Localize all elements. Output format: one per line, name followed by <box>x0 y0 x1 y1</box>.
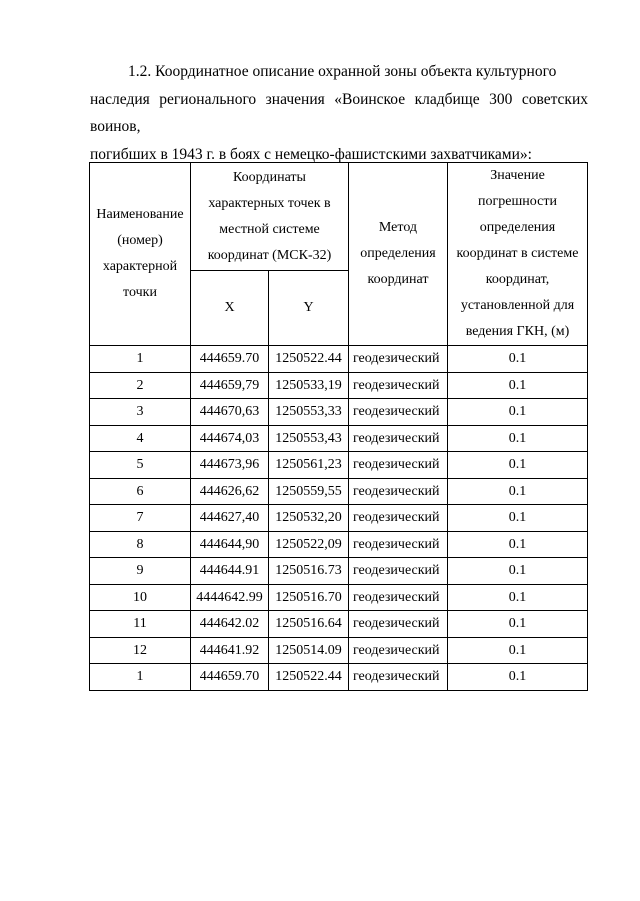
y-coordinate-cell: 1250514.09 <box>269 637 349 664</box>
coordinates-table <box>89 162 588 691</box>
accuracy-cell: 0.1 <box>448 372 588 399</box>
table-row <box>90 478 588 505</box>
accuracy-cell: 0.1 <box>448 558 588 585</box>
y-coordinate-cell: 1250553,33 <box>269 399 349 426</box>
point-number-cell: 1 <box>90 664 191 691</box>
header-y: Y <box>269 271 349 346</box>
y-coordinate-cell: 1250516.73 <box>269 558 349 585</box>
table-row <box>90 505 588 532</box>
point-number-cell: 7 <box>90 505 191 532</box>
x-coordinate-cell: 444659,79 <box>191 372 269 399</box>
point-number-cell: 2 <box>90 372 191 399</box>
method-cell: геодезический <box>349 372 448 399</box>
point-number-cell: 1 <box>90 346 191 373</box>
x-coordinate-cell: 444644.91 <box>191 558 269 585</box>
accuracy-cell: 0.1 <box>448 611 588 638</box>
method-cell: геодезический <box>349 452 448 479</box>
y-coordinate-cell: 1250522.44 <box>269 664 349 691</box>
accuracy-cell: 0.1 <box>448 637 588 664</box>
point-number-cell: 10 <box>90 584 191 611</box>
accuracy-cell: 0.1 <box>448 478 588 505</box>
accuracy-cell: 0.1 <box>448 452 588 479</box>
x-coordinate-cell: 444673,96 <box>191 452 269 479</box>
accuracy-cell: 0.1 <box>448 505 588 532</box>
x-coordinate-cell: 444659.70 <box>191 664 269 691</box>
table-row <box>90 611 588 638</box>
header-method: Метод определения координат <box>349 163 448 346</box>
accuracy-cell: 0.1 <box>448 425 588 452</box>
paragraph-line-3: погибших в 1943 г. в боях с немецко-фашистскими захватчиками»: <box>90 145 532 163</box>
paragraph-line-1: 1.2. Координатное описание охранной зоны объекта культурного <box>128 63 557 80</box>
method-cell: геодезический <box>349 531 448 558</box>
table-row <box>90 425 588 452</box>
accuracy-cell: 0.1 <box>448 346 588 373</box>
x-coordinate-cell: 444642.02 <box>191 611 269 638</box>
y-coordinate-cell: 1250561,23 <box>269 452 349 479</box>
paragraph-line-2: наследия регионального значения «Воинское кладбище 300 советских воинов, <box>90 90 588 135</box>
table-row <box>90 558 588 585</box>
y-coordinate-cell: 1250532,20 <box>269 505 349 532</box>
table-row <box>90 531 588 558</box>
y-coordinate-cell: 1250559,55 <box>269 478 349 505</box>
header-coordinates: Координаты характерных точек в местной системе координат (МСК-32) <box>191 163 349 271</box>
method-cell: геодезический <box>349 346 448 373</box>
method-cell: геодезический <box>349 664 448 691</box>
x-coordinate-cell: 444627,40 <box>191 505 269 532</box>
point-number-cell: 4 <box>90 425 191 452</box>
x-coordinate-cell: 444644,90 <box>191 531 269 558</box>
table-row <box>90 399 588 426</box>
method-cell: геодезический <box>349 478 448 505</box>
point-number-cell: 11 <box>90 611 191 638</box>
table-row <box>90 637 588 664</box>
point-number-cell: 3 <box>90 399 191 426</box>
method-cell: геодезический <box>349 558 448 585</box>
accuracy-cell: 0.1 <box>448 399 588 426</box>
y-coordinate-cell: 1250516.64 <box>269 611 349 638</box>
point-number-cell: 12 <box>90 637 191 664</box>
point-number-cell: 8 <box>90 531 191 558</box>
table-row <box>90 346 588 373</box>
y-coordinate-cell: 1250553,43 <box>269 425 349 452</box>
x-coordinate-cell: 4444642.99 <box>191 584 269 611</box>
accuracy-cell: 0.1 <box>448 531 588 558</box>
y-coordinate-cell: 1250522,09 <box>269 531 349 558</box>
method-cell: геодезический <box>349 611 448 638</box>
point-number-cell: 6 <box>90 478 191 505</box>
x-coordinate-cell: 444626,62 <box>191 478 269 505</box>
point-number-cell: 9 <box>90 558 191 585</box>
method-cell: геодезический <box>349 637 448 664</box>
method-cell: геодезический <box>349 584 448 611</box>
point-number-cell: 5 <box>90 452 191 479</box>
accuracy-cell: 0.1 <box>448 584 588 611</box>
x-coordinate-cell: 444641.92 <box>191 637 269 664</box>
header-point-name: Наименование (номер) характерной точки <box>90 163 191 346</box>
accuracy-cell: 0.1 <box>448 664 588 691</box>
table-row <box>90 452 588 479</box>
method-cell: геодезический <box>349 505 448 532</box>
header-x: X <box>191 271 269 346</box>
x-coordinate-cell: 444659.70 <box>191 346 269 373</box>
table-row <box>90 372 588 399</box>
y-coordinate-cell: 1250522.44 <box>269 346 349 373</box>
y-coordinate-cell: 1250533,19 <box>269 372 349 399</box>
x-coordinate-cell: 444674,03 <box>191 425 269 452</box>
x-coordinate-cell: 444670,63 <box>191 399 269 426</box>
intro-paragraph <box>90 58 588 168</box>
method-cell: геодезический <box>349 425 448 452</box>
method-cell: геодезический <box>349 399 448 426</box>
header-accuracy: Значение погрешности определения координат в системе координат, установленной для ведения ГКН, (м) <box>448 163 588 346</box>
table-row <box>90 584 588 611</box>
y-coordinate-cell: 1250516.70 <box>269 584 349 611</box>
table-row <box>90 664 588 691</box>
